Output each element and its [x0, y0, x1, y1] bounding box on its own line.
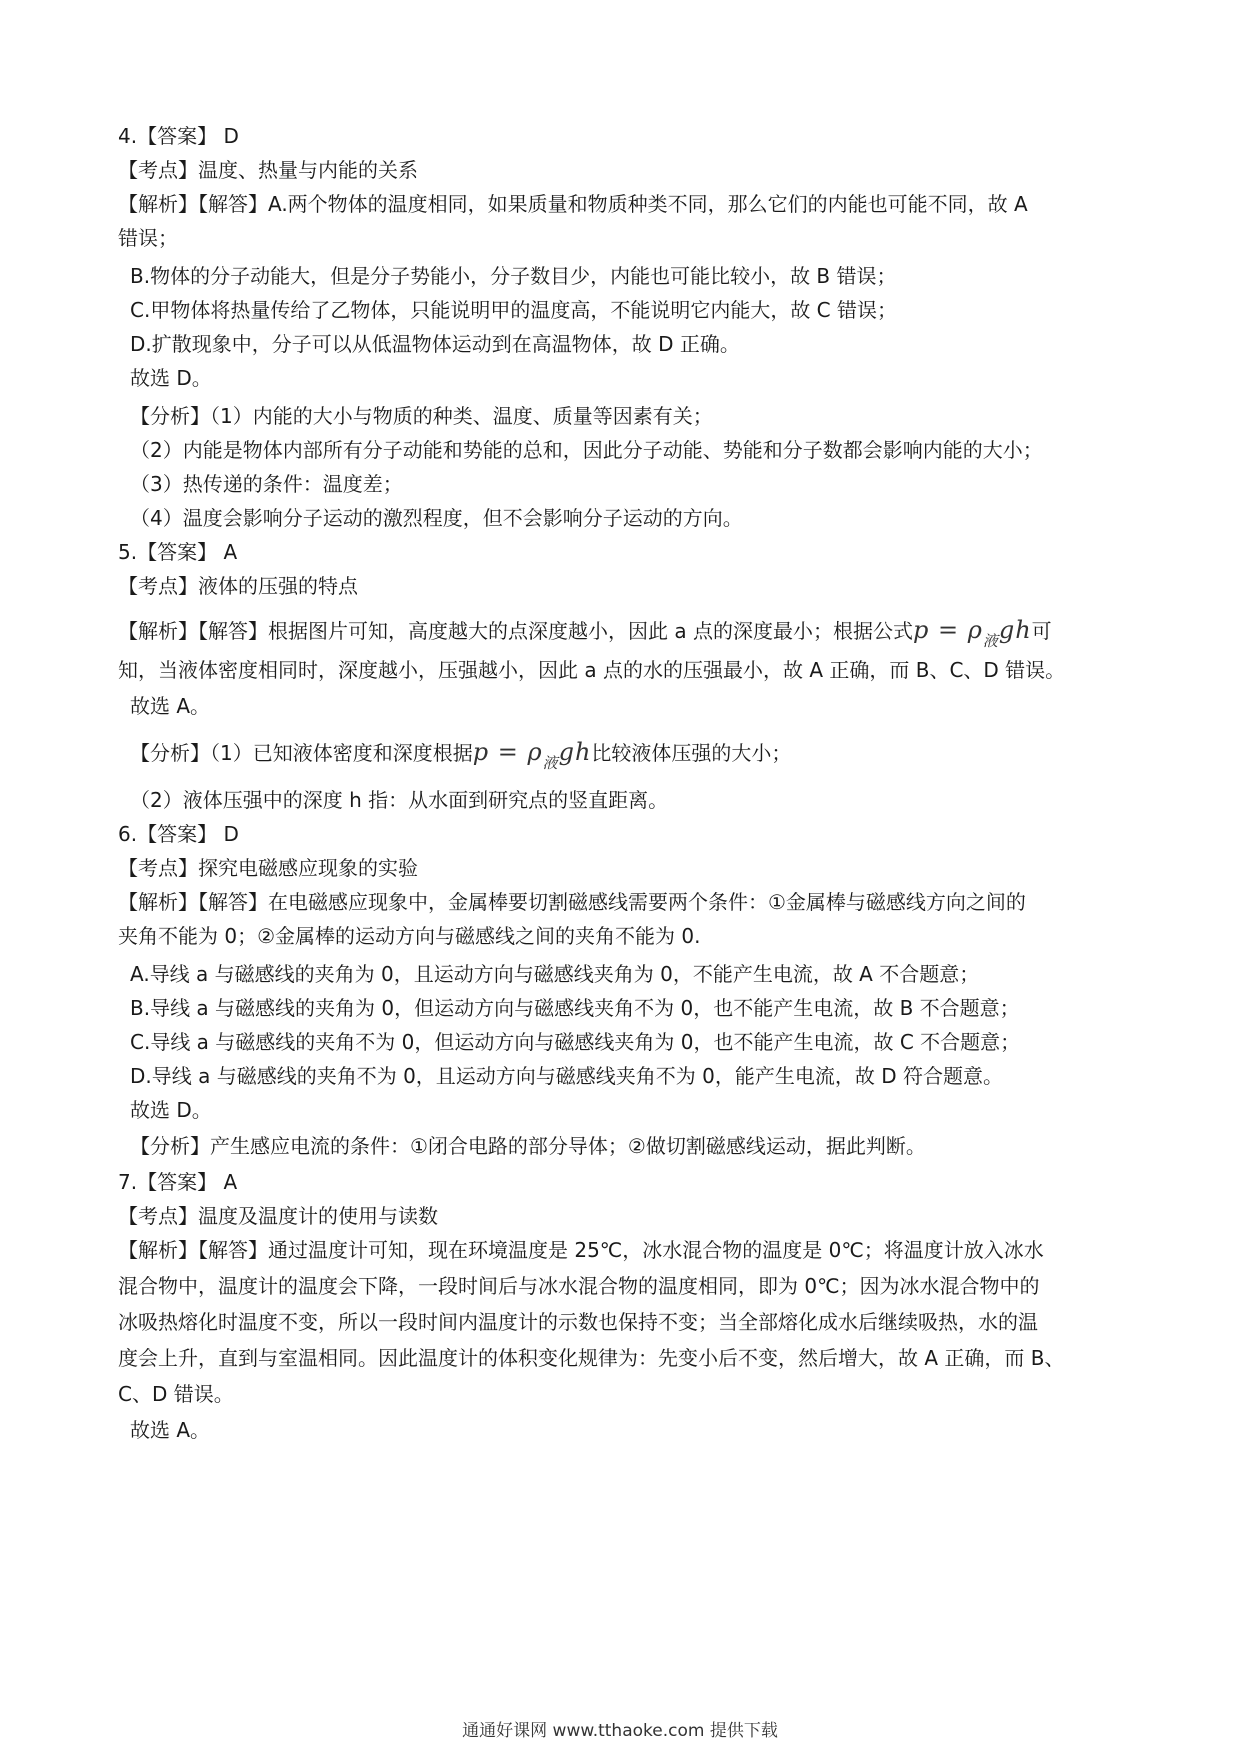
- q5-jiexi-line1: [118, 616, 1052, 655]
- q5-fenxi-2: （2）液体压强中的深度 h 指：从水面到研究点的竖直距离。: [130, 788, 669, 812]
- q7-kaodian: 【考点】温度及温度计的使用与读数: [118, 1204, 438, 1228]
- q5-jiexi-line2: 知，当液体密度相同时，深度越小，压强越小，因此 a 点的水的压强最小，故 A 正确，而 B、C、D 错误。: [118, 658, 1066, 682]
- q4-kaodian: 【考点】温度、热量与内能的关系: [118, 158, 418, 182]
- q4-jiexi-line1: 【解析】【解答】A.两个物体的温度相同，如果质量和物质种类不同，那么它们的内能也可能不同，故 A: [118, 192, 1028, 216]
- q5-choice: 故选 A。: [130, 694, 211, 718]
- q7-jiexi-line4: 度会上升，直到与室温相同。因此温度计的体积变化规律为：先变小后不变，然后增大，故 A 正确，而 B、: [118, 1346, 1065, 1370]
- formula-tail: gh: [558, 738, 592, 766]
- q4-option-b: B.物体的分子动能大，但是分子势能小，分子数目少，内能也可能比较小，故 B 错误；: [130, 264, 897, 288]
- q5-kaodian: 【考点】液体的压强的特点: [118, 574, 358, 598]
- q6-fenxi: 【分析】产生感应电流的条件：①闭合电路的部分导体；②做切割磁感线运动，据此判断。: [130, 1134, 926, 1158]
- q6-choice: 故选 D。: [130, 1098, 212, 1122]
- q6-jiexi-line2: 夹角不能为 0；②金属棒的运动方向与磁感线之间的夹角不能为 0.: [118, 924, 701, 948]
- q6-answer: 6.【答案】 D: [118, 822, 239, 846]
- q4-fenxi-2: （2）内能是物体内部所有分子动能和势能的总和，因此分子动能、势能和分子数都会影响内能的大小；: [130, 438, 1043, 462]
- q4-fenxi-4: （4）温度会影响分子运动的激烈程度，但不会影响分子运动的方向。: [130, 506, 743, 530]
- q4-choice: 故选 D。: [130, 366, 212, 390]
- q7-jiexi-line2: 混合物中，温度计的温度会下降，一段时间后与冰水混合物的温度相同，即为 0℃；因为冰水混合物中的: [118, 1274, 1040, 1298]
- q4-option-c: C.甲物体将热量传给了乙物体，只能说明甲的温度高，不能说明它内能大，故 C 错误；: [130, 298, 898, 322]
- q5-jiexi-text-b: 可: [1031, 619, 1052, 643]
- q5-jiexi-text-a: 【解析】【解答】根据图片可知，高度越大的点深度越小，因此 a 点的深度最小；根据公式: [118, 619, 913, 643]
- q6-option-d: D.导线 a 与磁感线的夹角不为 0，且运动方向与磁感线夹角不为 0，能产生电流，故 D 符合题意。: [130, 1064, 1004, 1088]
- q7-choice: 故选 A。: [130, 1418, 211, 1442]
- pressure-formula: [912, 616, 1032, 650]
- q6-option-a: A.导线 a 与磁感线的夹角为 0，且运动方向与磁感线夹角为 0，不能产生电流，故 A 不合题意；: [130, 962, 980, 986]
- q6-jiexi-line1: 【解析】【解答】在电磁感应现象中，金属棒要切割磁感线需要两个条件：①金属棒与磁感线方向之间的: [118, 890, 1026, 914]
- q4-jiexi-line2: 错误；: [118, 226, 178, 250]
- formula-main: p = ρ: [912, 616, 983, 644]
- page-footer: 通通好课网 www.tthaoke.com 提供下载: [462, 1721, 778, 1741]
- pressure-formula: [472, 738, 592, 772]
- q7-jiexi-line3: 冰吸热熔化时温度不变，所以一段时间内温度计的示数也保持不变；当全部熔化成水后继续吸热，水的温: [118, 1310, 1038, 1334]
- q5-fenxi-text-a: 【分析】（1）已知液体密度和深度根据: [130, 741, 473, 765]
- q5-fenxi-text-b: 比较液体压强的大小；: [591, 741, 792, 765]
- q5-fenxi-1: [130, 738, 791, 777]
- formula-main: p = ρ: [472, 738, 543, 766]
- q7-jiexi-line1: 【解析】【解答】通过温度计可知，现在环境温度是 25℃，冰水混合物的温度是 0℃；将温度计放入冰水: [118, 1238, 1044, 1262]
- formula-subscript: 液: [982, 632, 999, 650]
- q7-jiexi-line5: C、D 错误。: [118, 1382, 234, 1406]
- q7-answer: 7.【答案】 A: [118, 1170, 238, 1194]
- q4-answer: 4.【答案】 D: [118, 124, 239, 148]
- q4-option-d: D.扩散现象中，分子可以从低温物体运动到在高温物体，故 D 正确。: [130, 332, 740, 356]
- formula-subscript: 液: [542, 754, 559, 772]
- q5-answer: 5.【答案】 A: [118, 540, 238, 564]
- formula-tail: gh: [998, 616, 1032, 644]
- q6-option-c: C.导线 a 与磁感线的夹角不为 0，但运动方向与磁感线夹角为 0，也不能产生电流，故 C 不合题意；: [130, 1030, 1021, 1054]
- q6-option-b: B.导线 a 与磁感线的夹角为 0，但运动方向与磁感线夹角不为 0，也不能产生电流，故 B 不合题意；: [130, 996, 1020, 1020]
- q4-fenxi-3: （3）热传递的条件：温度差；: [130, 472, 403, 496]
- q6-kaodian: 【考点】探究电磁感应现象的实验: [118, 856, 418, 880]
- q4-fenxi-1: 【分析】（1）内能的大小与物质的种类、温度、质量等因素有关；: [130, 404, 713, 428]
